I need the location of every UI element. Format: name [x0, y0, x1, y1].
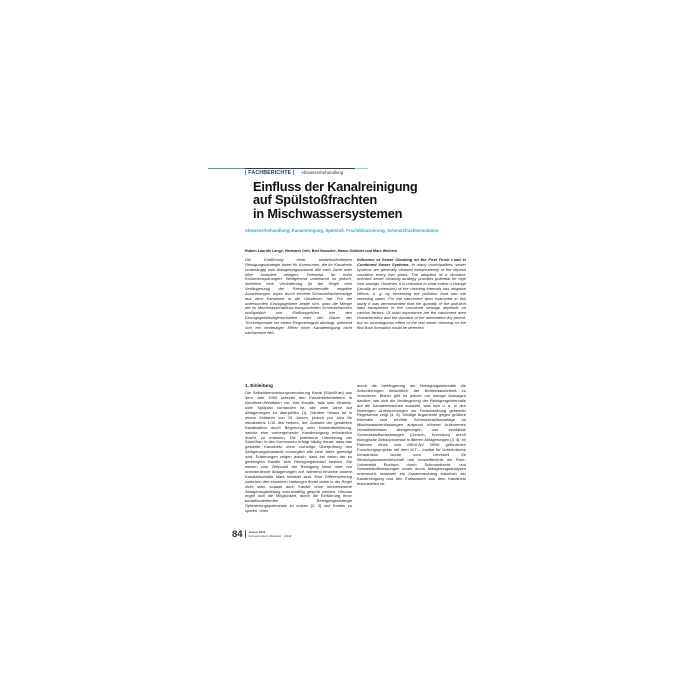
authors-line: Ruben-Laurids Lange, Hermann Orth, Bert Bosseler, Marco Schlüter und Marc Wichern: [245, 249, 398, 253]
page-number: 84: [232, 529, 243, 540]
body-right-column: [357, 384, 466, 487]
section-label: | FACHBERICHTE |: [245, 170, 295, 176]
abstract-english-title: Influence of Sewer Cleaning on the First Flush Load in Combined Sewer Systems.: [357, 257, 466, 267]
keywords-line: Abwasserbehandlung, Kanalreinigung, Spülstoß, Frachtbilanzierung, Schmutzfrachtsimulation: [245, 228, 439, 233]
body-right-text: durch die Verlängerung der Reinigungsintervalle die Anforderungen hinsichtlich der Betriebssicherheit zu reduzieren. Bisher gibt es jedoch nur wenige Aussagen darüber, wie sich die Verlängerung der Reinigungsintervalle auf die Kanalemissionen auswirkt, was sich u. a. in den bisherigen Untersuchungen zur Fortschreibung geltender Regelwerke zeigt [4, 5]. Häufige Argumente gegen größere Intervalle sind erhöhte Schmutzfrachtausträge an Mischwasserentlastungen aufgrund höherer Aufkommen remobilisierbarer Ablagerungen und verstärkte Schmutzstoffumsetzungen (Geruch, Korrosion) durch biologische Abbauprozesse in älteren Ablagerungen [3, 4]. Im Rahmen eines vom MKULNV NRW geförderten Forschungsprojekts mit dem IKT – Institut für Unterirdische Infrastruktur wurde vom Lehrstuhl für Siedlungswasserwirtschaft und Umwelttechnik der Ruhr-Universität Bochum durch Schmutzfracht- und Schwebstoffmessungen sowie durch Ablagerungsanalysen untersucht, inwieweit ein Zusammenhang zwischen der Kanalreinigung und den Emissionen aus dem Kanalnetz festzustellen ist.: [357, 383, 466, 487]
journal-info-line-1: Januar 2019: [248, 530, 266, 534]
abstract-german-text: Die Einführung einer bedarfsorientierten Reinigungsstrategie bietet für Kommunen, die ihr Kanalnetz unabhängig vom Ablagerungszustand alle zwei Jahre oder öfter komplett reinigen, Potenzial für hohe Kosteneinsparungen. Weitgehend unbekannt ist jedoch, inwiefern eine Veränderung (in der Regel eine Verlängerung) der Reinigungsintervalle negative Auswirkungen, bspw. durch erhöhte Schmutzfrachteinträge aus dem Kanalnetz in die Gewässer, hat. Für die untersuchten Einzugsgebiete zeigte sich, dass die Menge der im Mischwasserabfluss transportierten Schmutzfrachten maßgeblich von Einflussgrößen wie den Einzugsgebietseigenschaften oder der Dauer der Trockenperiode vor einem Regenereignis abhängt, während sich ein eindeutiger Effekt einer Kanalreinigung nicht nachweisen ließ.: [245, 257, 352, 335]
header-rule-left: [208, 168, 245, 170]
abstract-english-body: In many municipalities, sewer systems are generally cleaned independently of the deposit condition every two years. The adoption of a demand-oriented sewer cleaning strategy provides potential for high cost savings. However, it is unknown to what extent a change (usually an extension) of the cleaning intervals has negative effects, e. g. by increasing the pollution load into the receiving water. For the catchment area examined in this study it was demonstrated that the quantity of the pollution load transported in the combined sewage depends on various factors. Of main importance are the catchment area characteristics and the duration of the antecedent dry period, but no unambiguous effect of the last sewer cleaning on the first flush formation could be detected.: [357, 261, 466, 330]
page-footer: [232, 530, 291, 540]
journal-info-line-2: Korrespondenz Abwasser · Abfall: [248, 533, 292, 538]
article-title-line-1: Einfluss der Kanalreinigung: [253, 179, 418, 194]
body-left-column: [245, 384, 352, 514]
abstract-german-column: [245, 258, 352, 336]
header-rule-right: [355, 168, 368, 170]
journal-info: [245, 530, 291, 538]
abstract-english-column: [357, 258, 466, 336]
body-left-text: Die Selbstüberwachungsverordnung Kanal (SüwVKan) aus dem Jahr 1995 schreibt den Kanalnetzbetreibern in Nordrhein-Westfalen vor, ihre Kanäle, falls kein Hinweis- oder Spülplan vorhanden ist, alle zwei Jahre auf Ablagerungen zu überprüfen [1]. Darüber hinaus ist in einem Zeitraum von 15 Jahren, jedoch pro Jahr für mindestens 1/15 des Netzes, der Zustand der gesamten Kanalisation durch Begehung oder Kamerabefahrung, welche eine vorhergehende Kanalreinigung erforderlich macht, zu erfassen. Die praktische Umsetzung der SüwVKan in den Kommunen erfolgt häufig derart, dass das gesamte Kanalnetz ohne vorherige Überprüfung des Ablagerungszustands vorsorglich alle zwei Jahre gereinigt wird. Erfahrungen zeigen jedoch, dass bei vielen der so gereinigten Kanäle kein Reinigungsbedarf besteht. Sie weisen zum Zeitpunkt der Reinigung keine oder nur unbedeutende Ablagerungen auf, während einzelne andere Kanalabschnitte stark belastet sind. Eine Differenzierung zwischen den einzelnen Haltungen findet dabei in der Regel nicht statt, sodass auch Kanäle ohne nennenswerte Ablagerungsbildung turnusmäßig gespült werden. Hieraus ergibt sich die Möglichkeit, durch die Einführung einer bedarfsorientierten Reinigungsstrategie Optimierungspotenziale zu nutzen [2, 3] und Kosten zu sparen, ohne: [245, 390, 352, 514]
section-heading-einleitung: 1. Einleitung: [245, 383, 273, 388]
category-label: Abwasserbehandlung: [301, 170, 344, 175]
abstract-section: [245, 258, 466, 336]
article-title: [253, 180, 468, 220]
article-title-line-2: auf Spülstoßfrachten: [253, 192, 377, 208]
abstract-english-text: [357, 258, 466, 331]
body-section: [245, 384, 466, 514]
header-kicker: [245, 161, 343, 179]
article-title-line-3: in Mischwassersystemen: [253, 205, 403, 221]
